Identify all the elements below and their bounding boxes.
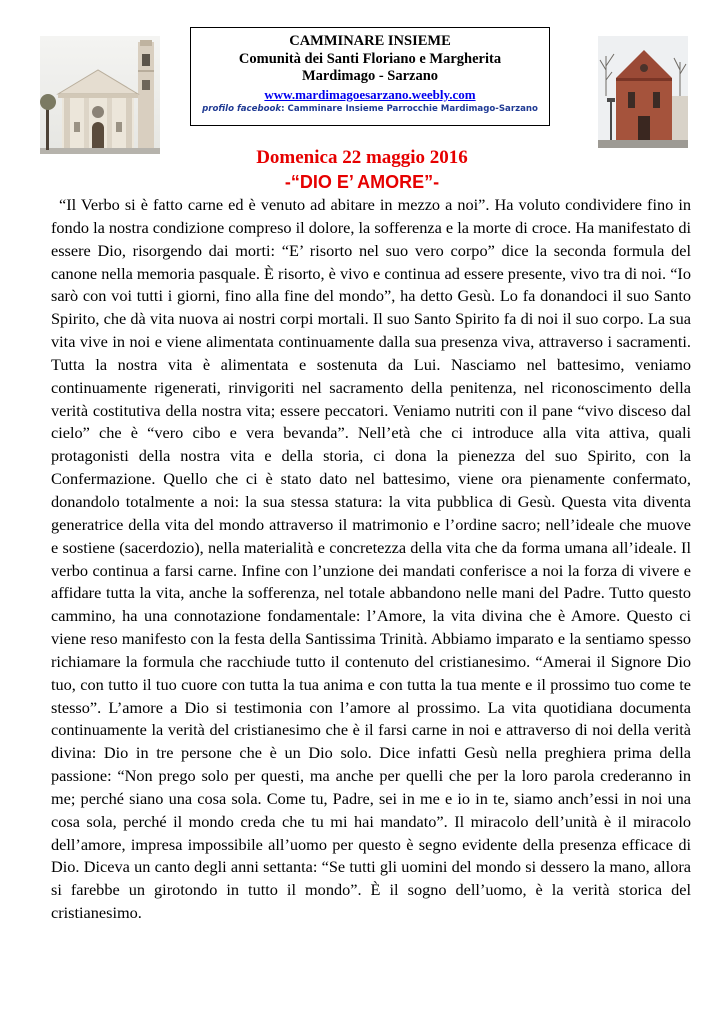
article-paragraph: “Il Verbo si è fatto carne ed è venuto ad abitare in mezzo a noi”. Ha voluto condividere fino in fondo la nostra condizione compreso il dolore, la sofferenza e la morte di croce. Ha manifestato di essere Dio, risorgendo dai morti: “E’ risorto nel suo vero corpo” dice la seconda formula del canone nella memoria pasquale. È risorto, è vivo e continua ad essere presente, vivo tra di noi. “Io sarò con voi tutti i giorni, fino alla fine del mondo”, ha detto Gesù. Lo fa donandoci il suo Santo Spirito, che dà vita nuova ai nostri corpi mortali. Il suo Santo Spirito fa di noi il suo corpo. La sua vita vive in noi e viene alimentata continuamente dalla sua presenza viva, attraverso i sacramenti. Tutta la nostra vita è alimentata e sostenuta da Lui. Nasciamo nel battesimo, veniamo continuamente rigenerati, rinvigoriti nel sacramento della penitenza, nel riconoscimento della verità costitutiva della nostra vita; essere peccatori. Veniamo nutriti con il pane “vivo disceso dal cielo” che è “vero cibo e vera bevanda”. Nell’età che ci introduce alla vita attiva, quali protagonisti della nostra vita e della storia, ci dona la pienezza del suo Spirito, con la Confermazione. Quello che ci è stato dato nel battesimo, viene ora pienamente confermato, donandolo totalmente a noi: la sua stessa statura: la vita pubblica di Gesù. Questa vita diventa generatrice della vita del mondo attraverso il matrimonio e l’ordine sacro; nell’ideale che muove e sostiene (sacerdozio), nella materialità e concretezza della vita che da forma umana all’ideale. Il verbo continua a farsi carne. Infine con l’unzione dei mandati conferisce a noi la forza di vivere e affidare tutta la vita, anche la sofferenza, nel totale abbandono nelle mani del Padre. Tutto questo cammino, ha una connotazione fondamentale: l’Amore, la vita divina che è Amore. Questo ci viene reso manifesto con la festa della Santissima Trinità. Abbiamo imparato e la sentiamo spesso richiamare la formula che racchiude tutto il contenuto del cristianesimo. “Amerai il Signore Dio tuo, con tutto il tuo cuore con tutta la tua anima e con tutta la tua mente e il prossimo tuo come te stesso”. L’amore a Dio si testimonia con l’amore al prossimo. La vita quotidiana documenta continuamente la verità del cristianesimo che è il farsi carne in noi e attraverso di noi della verità divina: Dio in tre persone che è un Dio solo. Dice infatti Gesù nella preghiera prima della passione: “Non prego solo per questi, ma anche per quelli che per la loro parola crederanno in me; perché siano una cosa sola. Come tu, Padre, sei in me e io in te, siamo anch’essi in noi una cosa sola, perché il mondo creda che tu mi hai mandato”. Il miracolo dell’unità è il miracolo dell’amore, impresa impossibile all’uomo per questo è segno evidente della presenza efficace di Dio. Diceva un canto degli anni settanta: “Se tutti gli uomini del mondo si dessero la mano, allora si farebbe un girotondo in tutto il mondo”. È il sogno dell’uomo, è la verità storica del cristianesimo.	[51, 195, 691, 923]
newsletter-name: CAMMINARE INSIEME	[289, 33, 451, 49]
church-facade-illustration	[40, 36, 160, 154]
parish-location: Mardimago - Sarzano	[301, 68, 439, 84]
website-link[interactable]: www.mardimagoesarzano.weebly.com	[264, 86, 476, 102]
community-name: Comunità dei Santi Floriano e Margherita	[238, 50, 502, 67]
theme-title: -“DIO E’ AMORE”-	[284, 172, 440, 192]
facebook-prefix: profilo facebook	[202, 103, 282, 114]
church-photo-left	[40, 36, 160, 154]
newsletter-header	[190, 27, 550, 126]
church-photo-right	[598, 36, 688, 148]
brick-church-illustration	[598, 36, 688, 148]
facebook-profile	[191, 103, 549, 116]
article-body	[51, 194, 691, 925]
facebook-name: : Camminare Insieme Parrocchie Mardimago-Sarzano	[281, 103, 538, 114]
date-title: Domenica 22 maggio 2016	[256, 147, 468, 168]
